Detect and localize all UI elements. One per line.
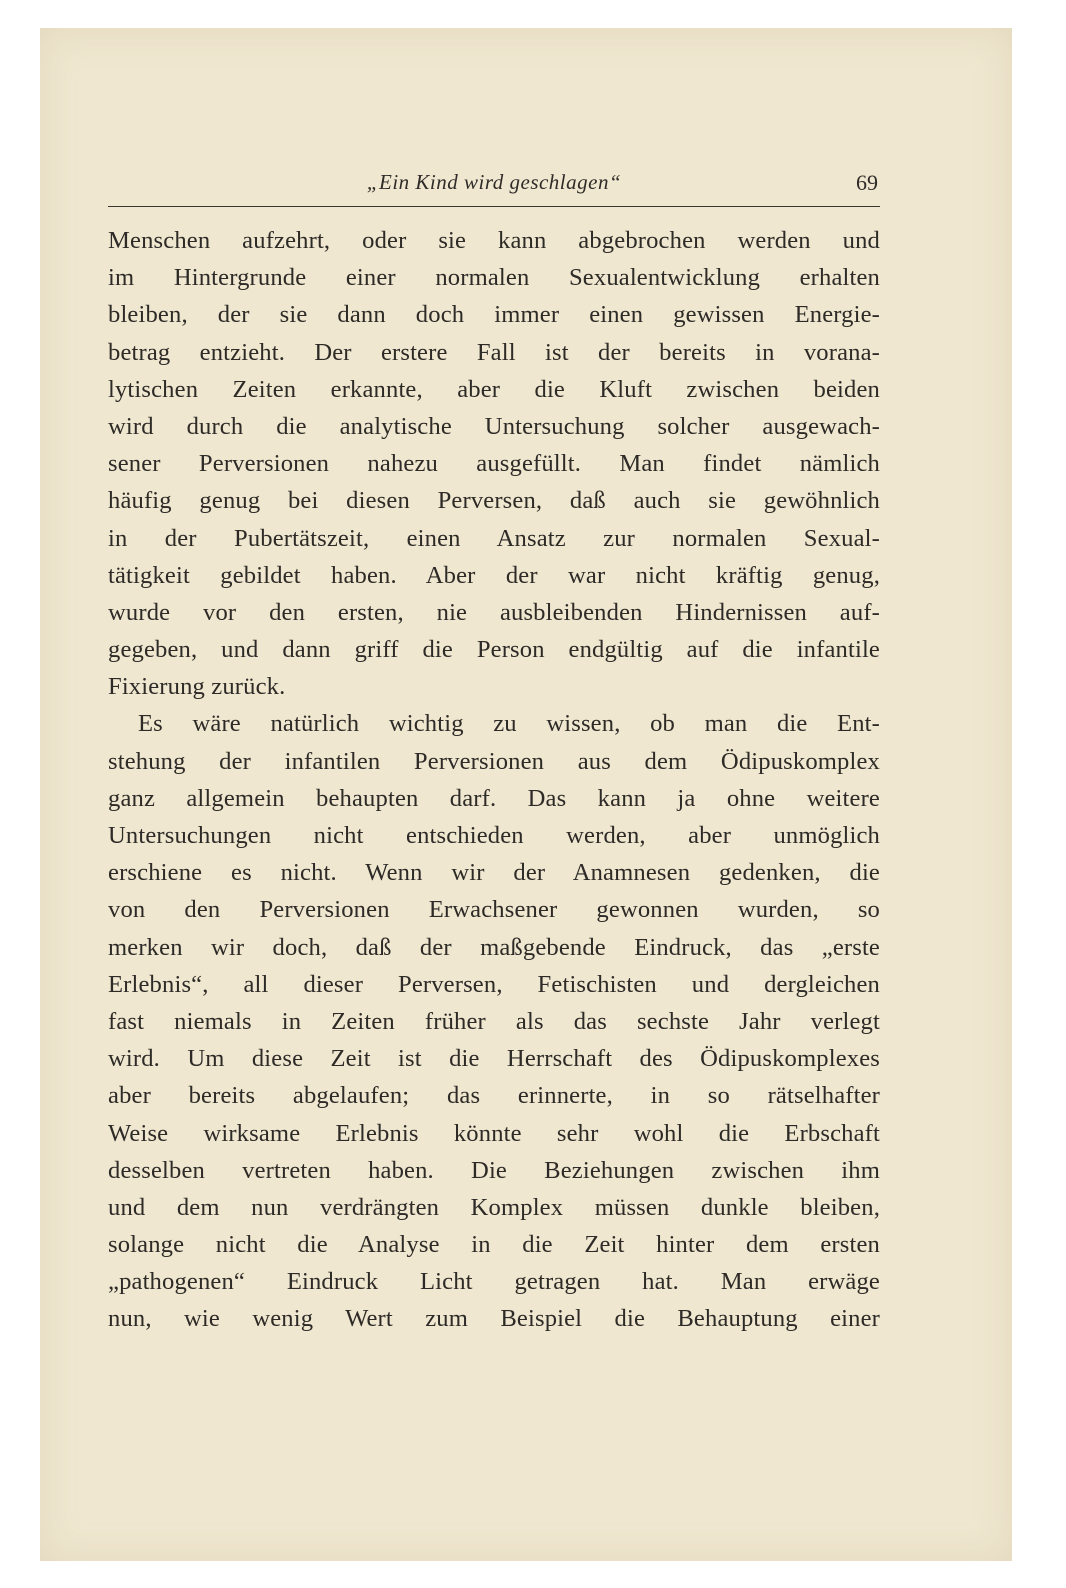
text-line: häufig genug bei diesen Perversen, daß auch sie gewöhnlich	[108, 487, 880, 515]
text-line: gegeben, und dann griff die Person endgültig auf die infantile	[108, 636, 880, 664]
running-title: „Ein Kind wird geschlagen“	[366, 170, 622, 194]
text-line: „pathogenen“ Eindruck Licht getragen hat. Man erwäge	[108, 1268, 880, 1296]
text-line: bleiben, der sie dann doch immer einen gewissen Energie-	[108, 301, 880, 329]
text-line: Untersuchungen nicht entschieden werden, aber unmöglich	[108, 822, 880, 849]
text-line: Es wäre natürlich wichtig zu wissen, ob man die Ent-	[138, 710, 880, 738]
text-line: von den Perversionen Erwachsener gewonnen wurden, so	[108, 896, 880, 924]
text-line: nun, wie wenig Wert zum Beispiel die Behauptung einer	[108, 1305, 880, 1333]
text-line: aber bereits abgelaufen; das erinnerte, in so rätselhafter	[108, 1082, 880, 1110]
text-line: tätigkeit gebildet haben. Aber der war nicht kräftig genug,	[108, 561, 880, 589]
text-line: Erlebnis“, all dieser Perversen, Fetischisten und dergleichen	[108, 970, 880, 998]
page-number: 69	[856, 170, 878, 195]
text-line: wird durch die analytische Untersuchung solcher ausgewach-	[108, 412, 880, 440]
text-line: Weise wirksame Erlebnis könnte sehr wohl die Erbschaft	[108, 1119, 880, 1147]
body-text	[108, 222, 880, 1338]
text-line: wird. Um diese Zeit ist die Herrschaft des Ödipuskomplexes	[108, 1045, 880, 1073]
text-line: merken wir doch, daß der maßgebende Eindruck, das „erste	[108, 933, 880, 961]
text-line: fast niemals in Zeiten früher als das sechste Jahr verlegt	[108, 1007, 880, 1035]
text-line: solange nicht die Analyse in die Zeit hinter dem ersten	[108, 1231, 880, 1259]
text-line: und dem nun verdrängten Komplex müssen dunkle bleiben,	[108, 1193, 880, 1221]
text-line: wurde vor den ersten, nie ausbleibenden Hindernissen auf-	[108, 598, 880, 626]
text-line: lytischen Zeiten erkannte, aber die Kluft zwischen beiden	[108, 375, 880, 403]
text-line: sener Perversionen nahezu ausgefüllt. Man findet nämlich	[108, 450, 880, 478]
text-line: Menschen aufzehrt, oder sie kann abgebrochen werden und	[108, 227, 880, 254]
text-line: ganz allgemein behaupten darf. Das kann ja ohne weitere	[108, 784, 880, 812]
text-line: Fixierung zurück.	[108, 673, 286, 701]
text-line: desselben vertreten haben. Die Beziehungen zwischen ihm	[108, 1156, 880, 1184]
text-line: erschiene es nicht. Wenn wir der Anamnesen gedenken, die	[108, 859, 880, 887]
text-line: betrag entzieht. Der erstere Fall ist der bereits in vorana-	[108, 338, 880, 366]
page-header	[108, 170, 880, 207]
text-line: in der Pubertätszeit, einen Ansatz zur normalen Sexual-	[108, 524, 880, 552]
text-line: im Hintergrunde einer normalen Sexualentwicklung erhalten	[108, 264, 880, 292]
text-line: stehung der infantilen Perversionen aus dem Ödipuskomplex	[108, 747, 880, 775]
